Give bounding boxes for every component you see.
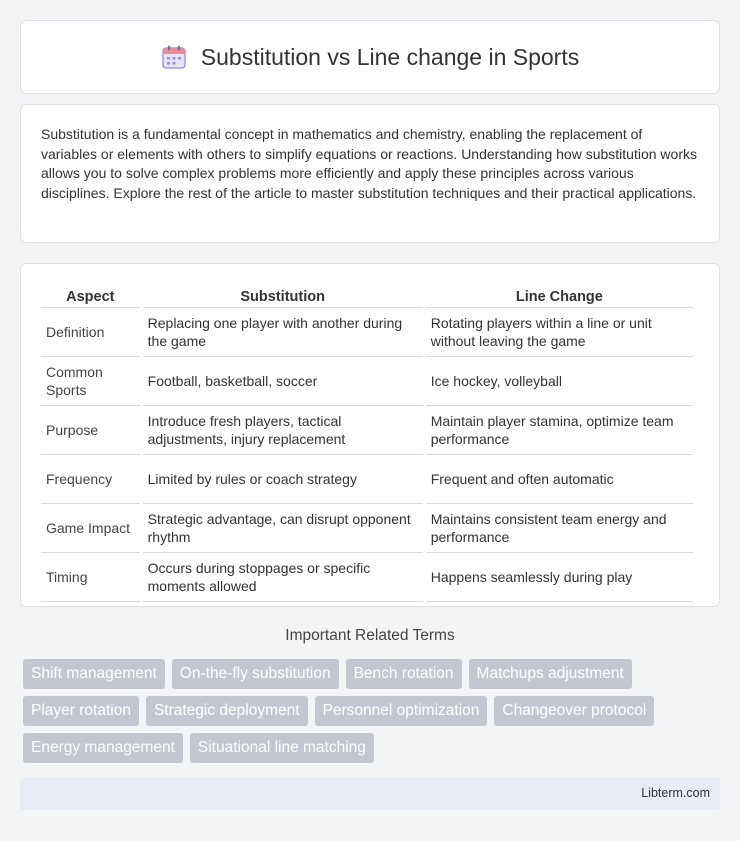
row-substitution: Strategic advantage, can disrupt opponent rhythm [143, 504, 423, 553]
title-card [20, 20, 720, 94]
related-term-tag[interactable]: Situational line matching [190, 733, 374, 763]
row-line-change: Rotating players within a line or unit without leaving the game [426, 308, 693, 357]
row-aspect: Definition [41, 308, 140, 357]
related-term-tag[interactable]: Shift management [23, 659, 165, 689]
intro-card [20, 104, 720, 243]
table-row [41, 406, 693, 455]
row-substitution: Replacing one player with another during the game [143, 308, 423, 357]
column-header-aspect: Aspect [41, 286, 140, 308]
related-terms-list [23, 659, 723, 763]
comparison-table [38, 286, 696, 602]
footer [20, 777, 720, 810]
related-term-tag[interactable]: Strategic deployment [146, 696, 308, 726]
row-aspect: Timing [41, 553, 140, 602]
row-line-change: Maintain player stamina, optimize team performance [426, 406, 693, 455]
table-row [41, 357, 693, 406]
footer-site-link[interactable]: Libterm.com [641, 786, 710, 800]
related-term-tag[interactable]: Bench rotation [346, 659, 462, 689]
related-term-tag[interactable]: Personnel optimization [315, 696, 488, 726]
related-term-tag[interactable]: Matchups adjustment [469, 659, 632, 689]
calendar-icon [161, 44, 187, 70]
table-header-row [41, 286, 693, 308]
row-substitution: Limited by rules or coach strategy [143, 455, 423, 504]
row-substitution: Occurs during stoppages or specific moments allowed [143, 553, 423, 602]
related-terms-title: Important Related Terms [285, 627, 455, 644]
column-header-substitution: Substitution [143, 286, 423, 308]
related-term-tag[interactable]: Energy management [23, 733, 183, 763]
table-row [41, 553, 693, 602]
row-line-change: Ice hockey, volleyball [426, 357, 693, 406]
comparison-table-card [20, 263, 720, 607]
related-term-tag[interactable]: On-the-fly substitution [172, 659, 339, 689]
table-row [41, 455, 693, 504]
row-substitution: Football, basketball, soccer [143, 357, 423, 406]
row-line-change: Maintains consistent team energy and performance [426, 504, 693, 553]
row-line-change: Frequent and often automatic [426, 455, 693, 504]
table-row [41, 504, 693, 553]
row-aspect: Game Impact [41, 504, 140, 553]
page-title: Substitution vs Line change in Sports [200, 43, 580, 70]
related-term-tag[interactable]: Player rotation [23, 696, 139, 726]
row-aspect: Common Sports [41, 357, 140, 406]
row-substitution: Introduce fresh players, tactical adjustments, injury replacement [143, 406, 423, 455]
row-aspect: Purpose [41, 406, 140, 455]
column-header-line-change: Line Change [426, 286, 693, 308]
row-aspect: Frequency [41, 455, 140, 504]
row-line-change: Happens seamlessly during play [426, 553, 693, 602]
intro-text: Substitution is a fundamental concept in mathematics and chemistry, enabling the replacement of variables or elements with others to simplify equations or reactions. Understanding how substitution works allows you to solve complex problems more efficiently and apply these principles across various disciplines. Explore the rest of the article to master substitution techniques and their practical applications. [41, 126, 697, 201]
table-row [41, 308, 693, 357]
related-term-tag[interactable]: Changeover protocol [494, 696, 654, 726]
